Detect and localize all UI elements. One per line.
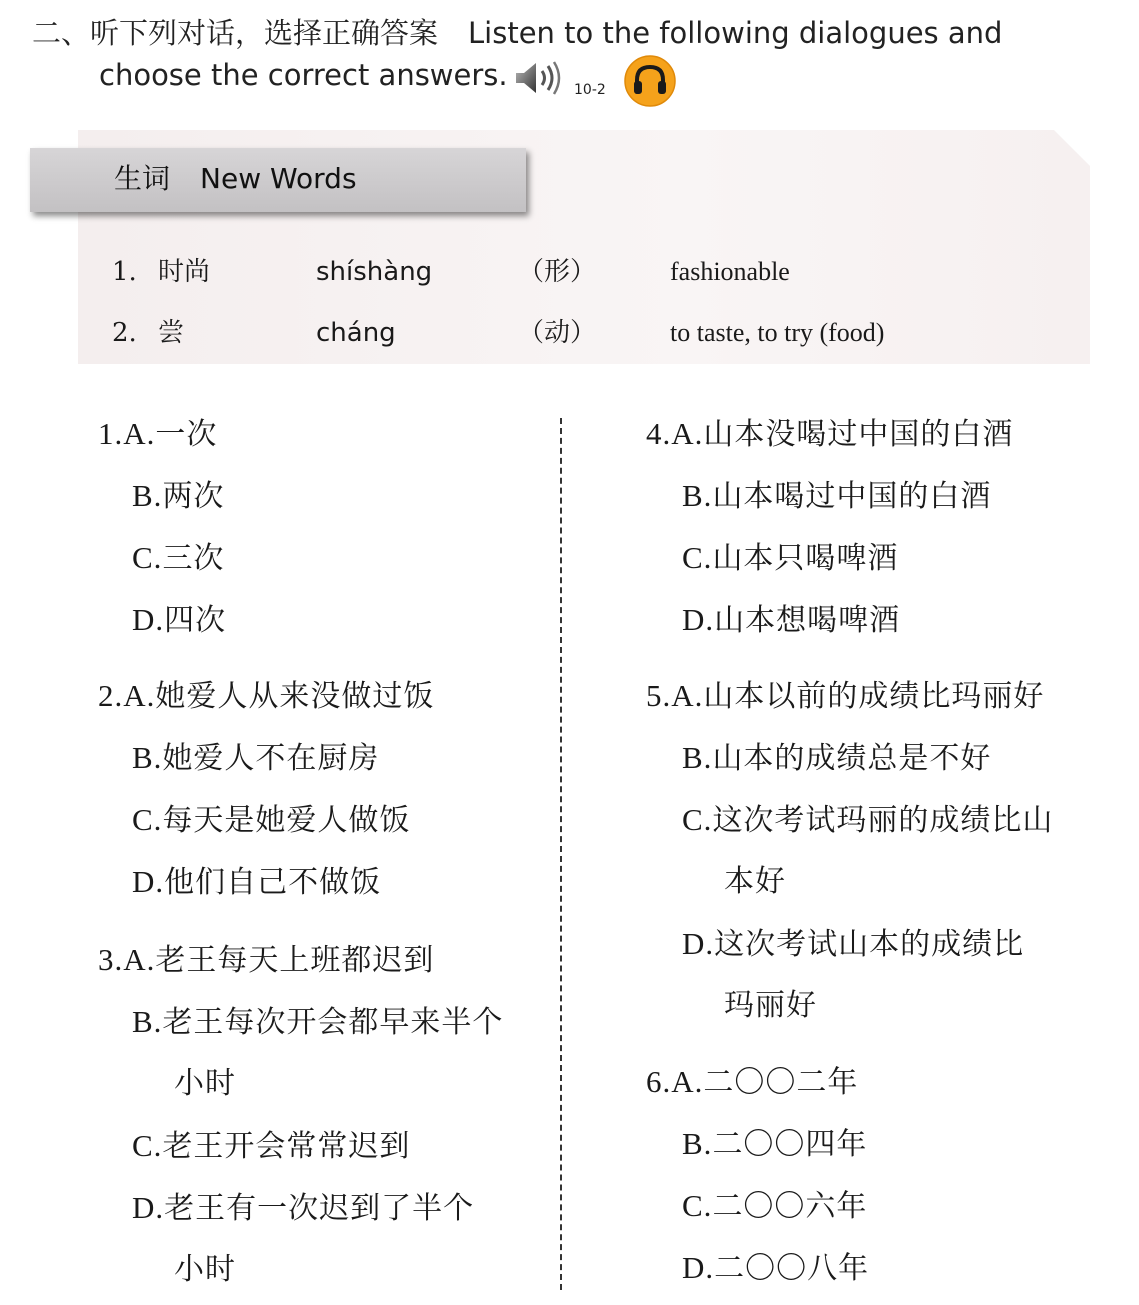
option-label: C. (132, 540, 163, 575)
question-5-option-c[interactable] (682, 800, 1053, 841)
option-text: 山本只喝啤酒 (712, 541, 899, 576)
question-number: 6. (646, 1064, 672, 1099)
option-label: D. (132, 602, 165, 637)
question-1-option-c[interactable] (132, 538, 224, 579)
question-3-option-d[interactable] (132, 1188, 474, 1229)
header-line-1 (32, 12, 1102, 54)
question-1-option-a[interactable] (98, 414, 217, 455)
option-text: 每天是她爱人做饭 (162, 803, 411, 838)
option-label: B. (682, 1126, 713, 1161)
question-5-option-d[interactable] (682, 924, 1024, 965)
option-label: A. (123, 416, 156, 451)
question-number: 1. (98, 416, 124, 451)
vocab-hanzi: 时尚 (158, 257, 211, 287)
option-text: 山本以前的成绩比玛丽好 (703, 679, 1045, 714)
question-4-option-c[interactable] (682, 538, 898, 579)
question-2-option-c[interactable] (132, 800, 410, 841)
question-5-option-c-continued: 本好 (724, 864, 786, 899)
vocab-hanzi: 尝 (158, 318, 185, 348)
question-6-option-d[interactable] (682, 1248, 869, 1289)
option-text: 山本的成绩总是不好 (712, 741, 992, 776)
question-3-option-d-continued: 小时 (174, 1252, 236, 1287)
option-label: B. (132, 1004, 163, 1039)
question-1-option-b[interactable] (132, 476, 224, 517)
option-text: 老王每天上班都迟到 (155, 943, 435, 978)
option-label: D. (132, 1190, 165, 1225)
vocab-part-of-speech: （形） (518, 257, 597, 287)
question-6-option-a[interactable] (646, 1062, 858, 1103)
option-label: D. (682, 1250, 715, 1285)
option-text: 一次 (155, 417, 218, 452)
option-label: B. (132, 740, 163, 775)
option-label: D. (132, 864, 165, 899)
question-3-option-a[interactable] (98, 940, 434, 981)
question-2-option-a[interactable] (98, 676, 434, 717)
option-label: A. (671, 678, 704, 713)
question-3-option-c[interactable] (132, 1126, 410, 1167)
question-number: 2. (98, 678, 124, 713)
new-words-title-en: New Words (200, 162, 357, 195)
option-text: 山本喝过中国的白酒 (712, 479, 992, 514)
exercise-title-zh: 二、听下列对话，选择正确答案 (32, 16, 439, 50)
option-label: B. (682, 478, 713, 513)
vocab-definition: fashionable (670, 257, 790, 286)
option-text: 二〇〇四年 (712, 1127, 868, 1162)
question-2-option-b[interactable] (132, 738, 379, 779)
question-5-option-a[interactable] (646, 676, 1044, 717)
option-text: 二〇〇八年 (714, 1251, 870, 1286)
option-label: A. (671, 1064, 704, 1099)
question-6-option-b[interactable] (682, 1124, 867, 1165)
vocab-part-of-speech: （动） (518, 318, 597, 348)
vocab-item (0, 313, 1139, 353)
option-label: A. (123, 678, 156, 713)
option-label: C. (682, 1188, 713, 1223)
option-label: B. (682, 740, 713, 775)
option-label: A. (123, 942, 156, 977)
option-label: C. (682, 802, 713, 837)
option-text: 两次 (162, 479, 225, 514)
option-label: C. (132, 1128, 163, 1163)
new-words-heading (30, 148, 526, 212)
speaker-icon[interactable] (512, 58, 564, 98)
option-label: D. (682, 602, 715, 637)
option-text: 山本没喝过中国的白酒 (703, 417, 1014, 452)
question-number: 5. (646, 678, 672, 713)
exercise-title-en-1: Listen to the following dialogues and (468, 16, 1003, 50)
audio-track-code: 10-2 (574, 82, 606, 98)
option-label: B. (132, 478, 163, 513)
option-text: 老王有一次迟到了半个 (164, 1191, 475, 1226)
option-text: 这次考试玛丽的成绩比山 (712, 803, 1054, 838)
question-2-option-d[interactable] (132, 862, 381, 903)
exercise-title-en-2: choose the correct answers. (99, 58, 508, 92)
question-4-option-d[interactable] (682, 600, 900, 641)
option-text: 她爱人从来没做过饭 (155, 679, 435, 714)
question-4-option-a[interactable] (646, 414, 1013, 455)
option-text: 她爱人不在厨房 (162, 741, 380, 776)
headphones-icon[interactable] (624, 55, 676, 107)
column-divider (560, 418, 562, 1290)
option-label: C. (132, 802, 163, 837)
question-3-option-b[interactable] (132, 1002, 503, 1043)
vocab-number: 2. (112, 318, 137, 348)
option-text: 老王每次开会都早来半个 (162, 1005, 504, 1040)
vocab-number: 1. (112, 257, 137, 287)
option-label: C. (682, 540, 713, 575)
option-label: A. (671, 416, 704, 451)
vocab-pinyin: shíshàng (316, 257, 433, 287)
option-text: 这次考试山本的成绩比 (714, 927, 1025, 962)
option-label: D. (682, 926, 715, 961)
question-4-option-b[interactable] (682, 476, 991, 517)
option-text: 老王开会常常迟到 (162, 1129, 411, 1164)
question-5-option-b[interactable] (682, 738, 991, 779)
option-text: 三次 (162, 541, 225, 576)
question-number: 4. (646, 416, 672, 451)
question-number: 3. (98, 942, 124, 977)
question-3-option-b-continued: 小时 (174, 1066, 236, 1101)
option-text: 四次 (164, 603, 227, 638)
option-text: 二〇〇二年 (703, 1065, 859, 1100)
vocab-item (0, 252, 1139, 292)
option-text: 二〇〇六年 (712, 1189, 868, 1224)
vocab-definition: to taste, to try (food) (670, 318, 885, 347)
question-1-option-d[interactable] (132, 600, 226, 641)
question-6-option-c[interactable] (682, 1186, 867, 1227)
option-text: 山本想喝啤酒 (714, 603, 901, 638)
option-text: 他们自己不做饭 (164, 865, 382, 900)
vocab-pinyin: cháng (316, 318, 396, 348)
new-words-title-zh: 生词 (114, 162, 171, 195)
question-5-option-d-continued: 玛丽好 (724, 988, 817, 1023)
